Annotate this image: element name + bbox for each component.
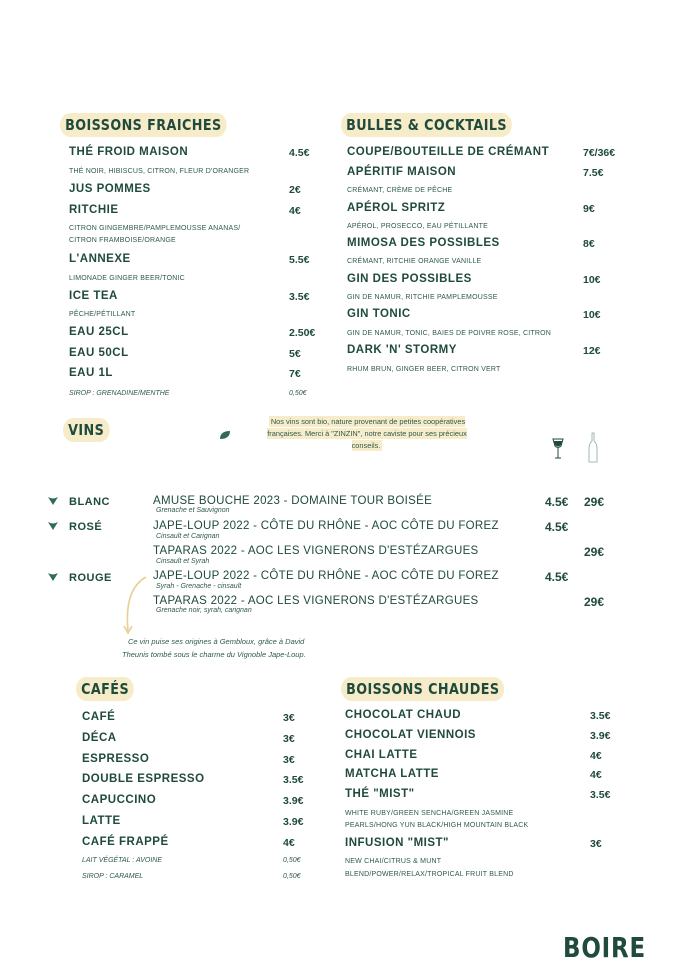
wine-footnote: Ce vin puise ses origines à Gembloux, grâce à David: [128, 637, 305, 646]
item-name: LATTE: [82, 815, 121, 827]
sirop-price: 0,50€: [289, 390, 307, 397]
item-name: APÉROL SPRITZ: [347, 202, 446, 214]
item-price: 3€: [283, 733, 295, 745]
item-name: DOUBLE ESPRESSO: [82, 773, 205, 785]
item-price: 3.5€: [590, 710, 611, 722]
item-description: LIMONADE GINGER BEER/TONIC: [69, 275, 185, 282]
item-price: 10€: [583, 309, 601, 321]
item-price: 3.9€: [283, 795, 304, 807]
wine-bottle-price: 29€: [584, 595, 605, 609]
wine-footnote: Theunis tombé sous le charme du Vignoble Jape-Loup.: [122, 650, 306, 659]
wine-category-rouge: ROUGE: [69, 572, 112, 584]
item-description: WHITE RUBY/GREEN SENCHA/GREEN JASMINE: [345, 810, 514, 817]
item-description: CITRON GINGEMBRE/PAMPLEMOUSSE ANANAS/: [69, 225, 241, 232]
section-title-vins: VINS: [63, 418, 109, 442]
section-title-boissons-chaudes: BOISSONS CHAUDES: [341, 677, 505, 701]
leaf-icon: [219, 430, 231, 440]
item-price: 4€: [590, 769, 602, 781]
item-description: GIN DE NAMUR, TONIC, BAIES DE POIVRE ROSE, CITRON: [347, 330, 552, 337]
item-name: GIN TONIC: [347, 308, 411, 320]
item-price: 8€: [583, 238, 595, 250]
page-label: BOIRE: [563, 931, 647, 964]
item-price: 4€: [590, 750, 602, 762]
wine-name: AMUSE BOUCHE 2023 - DOMAINE TOUR BOISÉE: [153, 495, 433, 507]
item-name: CAFÉ FRAPPÉ: [82, 836, 169, 848]
item-price: 12€: [583, 345, 601, 357]
wine-grapes: Cinsault et Syrah: [156, 558, 210, 565]
item-price: 4€: [283, 837, 295, 849]
item-price: 3.5€: [590, 789, 611, 801]
wine-bottle-price: 29€: [584, 545, 605, 559]
wine-bottle-icon: [587, 432, 599, 464]
wine-glass-price: 4.5€: [545, 570, 569, 584]
item-description: CRÉMANT, RITCHIE ORANGE VANILLE: [347, 258, 482, 265]
item-name: INFUSION "MIST": [345, 837, 450, 849]
wine-glass-price: 4.5€: [545, 495, 569, 509]
item-description: APÉROL, PROSECCO, EAU PÉTILLANTE: [347, 223, 488, 230]
item-price: 10€: [583, 274, 601, 286]
item-price: 5.5€: [289, 254, 310, 266]
item-name: CHOCOLAT VIENNOIS: [345, 729, 476, 741]
item-name: DARK 'N' STORMY: [347, 344, 457, 356]
item-description: BLEND/POWER/RELAX/TROPICAL FRUIT BLEND: [345, 871, 514, 878]
item-description: GIN DE NAMUR, RITCHIE PAMPLEMOUSSE: [347, 294, 498, 301]
item-name: THÉ FROID MAISON: [69, 146, 189, 158]
item-name: GIN DES POSSIBLES: [347, 273, 472, 285]
item-description: NEW CHAI/CITRUS & MUNT: [345, 858, 442, 865]
leaf-icon: [47, 496, 59, 506]
leaf-icon: [47, 521, 59, 531]
item-price: 3€: [283, 712, 295, 724]
wine-grapes: Grenache noir, syrah, carignan: [156, 607, 252, 614]
item-description: PEARLS/HONG YUN BLACK/HIGH MOUNTAIN BLACK: [345, 822, 529, 829]
item-name: MATCHA LATTE: [345, 768, 439, 780]
item-price: 7€: [289, 368, 301, 380]
wine-category-rose: ROSÉ: [69, 521, 103, 533]
item-price: 3€: [283, 754, 295, 766]
section-title-cafes: CAFÉS: [76, 677, 134, 701]
wine-grapes: Cinsault et Carignan: [156, 533, 220, 540]
extra-price: 0,50€: [283, 857, 301, 864]
wine-name: TAPARAS 2022 - AOC LES VIGNERONS D'ESTÉZARGUES: [153, 545, 479, 557]
extra-price: 0,50€: [283, 873, 301, 880]
item-price: 3.5€: [283, 774, 304, 786]
wine-category-blanc: BLANC: [69, 496, 110, 508]
extra-label: SIROP : CARAMEL: [82, 873, 144, 880]
wine-glass-price: 4.5€: [545, 520, 569, 534]
item-name: CAFÉ: [82, 711, 116, 723]
wine-glass-icon: [551, 438, 565, 460]
item-name: EAU 50CL: [69, 347, 129, 359]
item-price: 9€: [583, 203, 595, 215]
item-price: 2€: [289, 184, 301, 196]
extra-label: LAIT VÉGÉTAL : AVOINE: [82, 857, 163, 864]
item-price: 7.5€: [583, 167, 604, 179]
item-description: CRÉMANT, CRÈME DE PÊCHE: [347, 187, 453, 194]
item-description: PÊCHE/PÉTILLANT: [69, 311, 136, 318]
item-name: CAPUCCINO: [82, 794, 157, 806]
wine-bottle-price: 29€: [584, 495, 605, 509]
wine-name: JAPE-LOUP 2022 - CÔTE DU RHÔNE - AOC CÔTE DU FOREZ: [153, 570, 499, 582]
item-name: THÉ "MIST": [345, 788, 415, 800]
item-name: MIMOSA DES POSSIBLES: [347, 237, 500, 249]
item-price: 3€: [590, 838, 602, 850]
wine-name: JAPE-LOUP 2022 - CÔTE DU RHÔNE - AOC CÔTE DU FOREZ: [153, 520, 499, 532]
item-name: EAU 1L: [69, 367, 113, 379]
wine-name: TAPARAS 2022 - AOC LES VIGNERONS D'ESTÉZARGUES: [153, 595, 479, 607]
section-title-bulles-cocktails: BULLES & COCKTAILS: [341, 113, 512, 137]
item-name: EAU 25CL: [69, 326, 129, 338]
leaf-icon: [47, 572, 59, 582]
wine-grapes: Grenache et Sauvignon: [156, 507, 230, 514]
item-price: 5€: [289, 348, 301, 360]
item-description: CITRON FRAMBOISE/ORANGE: [69, 237, 176, 244]
sirop-note: SIROP : GRENADINE/MENTHE: [69, 390, 170, 397]
item-name: CHAI LATTE: [345, 749, 418, 761]
item-name: JUS POMMES: [69, 183, 151, 195]
item-name: ESPRESSO: [82, 753, 150, 765]
item-description: THÉ NOIR, HIBISCUS, CITRON, FLEUR D'ORANGER: [69, 168, 250, 175]
item-price: 3.9€: [590, 730, 611, 742]
item-price: 4.5€: [289, 147, 310, 159]
item-price: 4€: [289, 205, 301, 217]
item-price: 3.9€: [283, 816, 304, 828]
item-name: DÉCA: [82, 732, 117, 744]
item-price: 2.50€: [289, 327, 316, 339]
item-name: ICE TEA: [69, 290, 118, 302]
item-name: L'ANNEXE: [69, 253, 131, 265]
arrow-icon: [118, 575, 148, 637]
wine-info-note: Nos vins sont bio, nature provenant de petites coopératives françaises. Merci à "ZINZIN", notre caviste pour ses précieux conseils.: [267, 417, 467, 450]
item-name: CHOCOLAT CHAUD: [345, 709, 462, 721]
item-name: COUPE/BOUTEILLE DE CRÉMANT: [347, 146, 550, 158]
item-description: RHUM BRUN, GINGER BEER, CITRON VERT: [347, 366, 501, 373]
item-price: 7€/36€: [583, 147, 616, 159]
section-title-boissons-fraiches: BOISSONS FRAICHES: [60, 113, 227, 137]
item-price: 3.5€: [289, 291, 310, 303]
item-name: APÉRITIF MAISON: [347, 166, 457, 178]
wine-grapes: Syrah - Grenache - cinsault: [156, 583, 242, 590]
item-name: RITCHIE: [69, 204, 119, 216]
